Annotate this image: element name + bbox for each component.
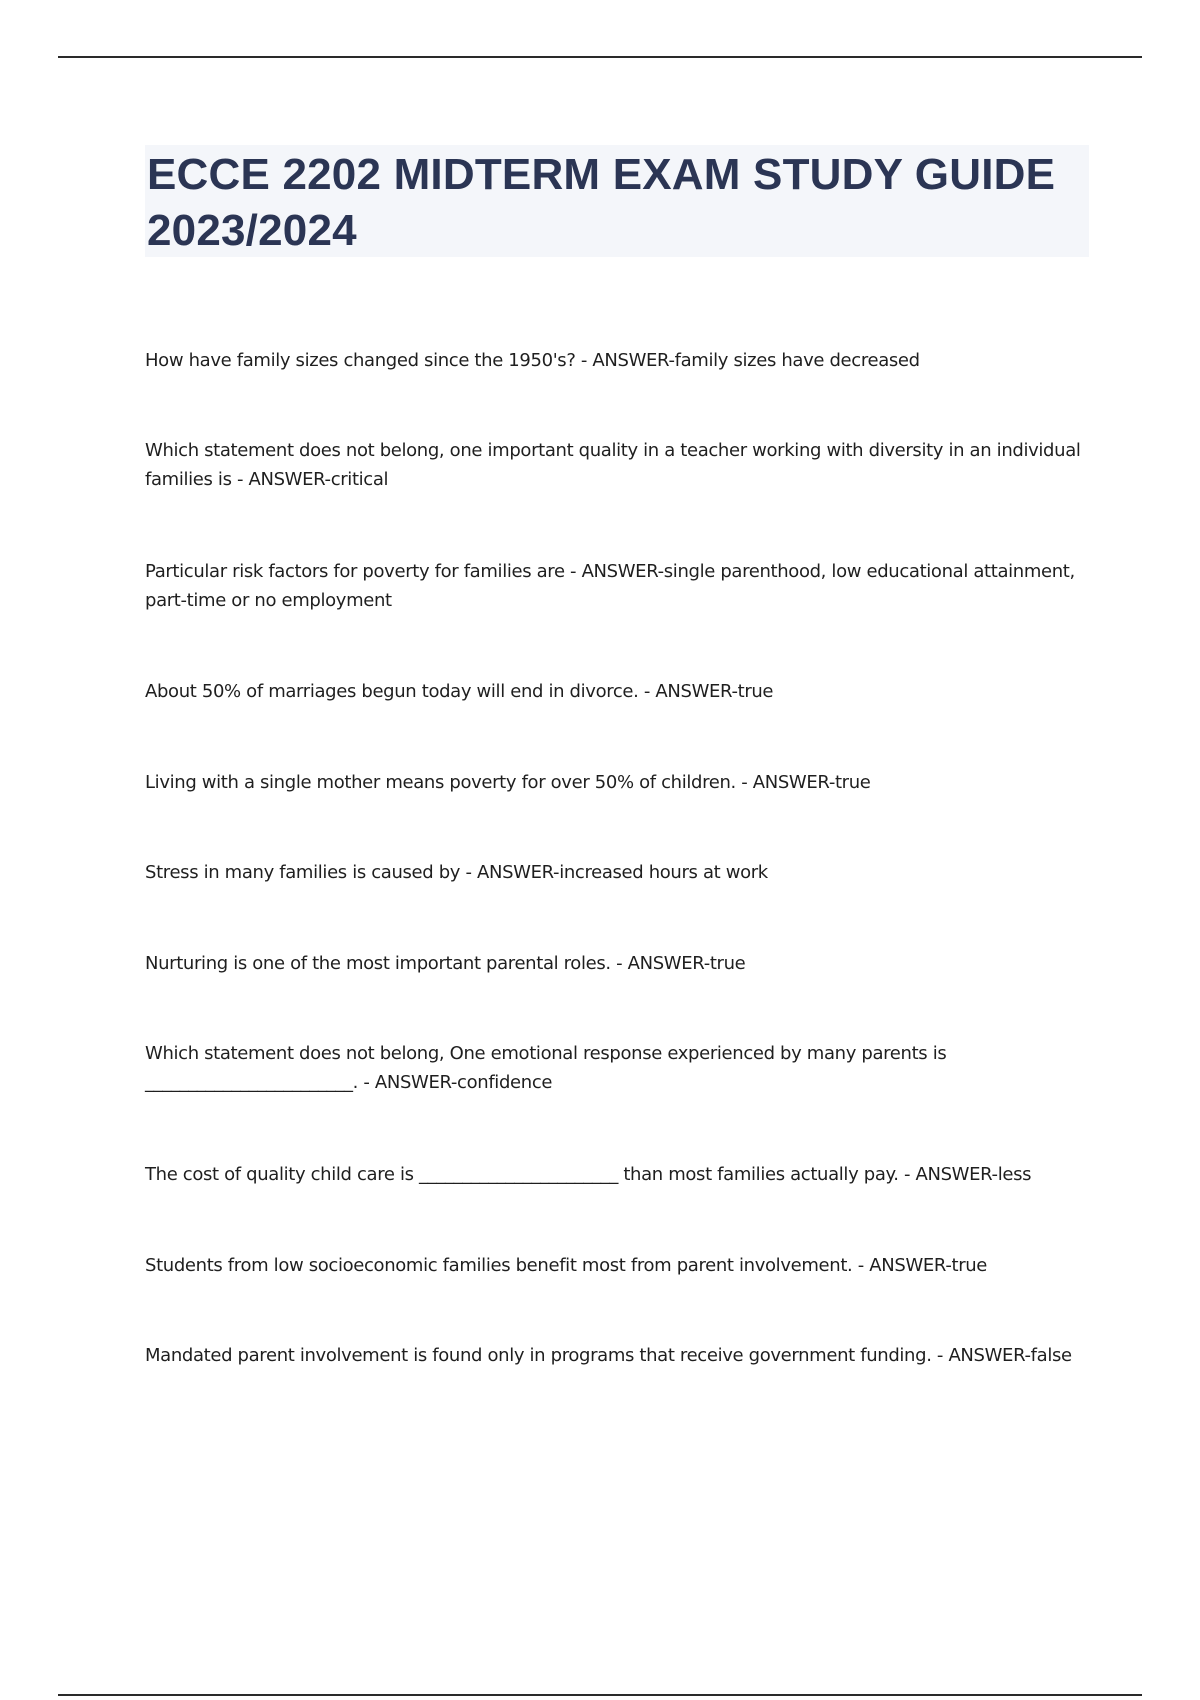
page-title: ECCE 2202 MIDTERM EXAM STUDY GUIDE 2023/2024 xyxy=(147,150,1056,255)
qa-item-3: Particular risk factors for poverty for families are - ANSWER-single parenthood, low educational attainment, part-time or no employment xyxy=(145,561,1075,611)
qa-item-4: About 50% of marriages begun today will end in divorce. - ANSWER-true xyxy=(145,681,774,702)
top-rule xyxy=(58,56,1142,58)
qa-item-5: Living with a single mother means poverty for over 50% of children. - ANSWER-true xyxy=(145,772,871,793)
qa-item-11: Mandated parent involvement is found only in programs that receive government funding. - ANSWER-false xyxy=(145,1345,1072,1366)
qa-item-1: How have family sizes changed since the 1950's? - ANSWER-family sizes have decreased xyxy=(145,350,920,371)
qa-item-2: Which statement does not belong, one important quality in a teacher working with diversity in an individual families is - ANSWER-critical xyxy=(145,440,1081,490)
bottom-rule xyxy=(58,1694,1142,1696)
title-banner xyxy=(145,145,1089,257)
qa-item-8: Which statement does not belong, One emotional response experienced by many parents is ________________________. - ANSWER-confidence xyxy=(145,1043,947,1093)
qa-item-9: The cost of quality child care is _______________________ than most families actually pay. - ANSWER-less xyxy=(145,1164,1032,1185)
qa-item-7: Nurturing is one of the most important parental roles. - ANSWER-true xyxy=(145,953,746,974)
qa-item-10: Students from low socioeconomic families benefit most from parent involvement. - ANSWER-true xyxy=(145,1255,988,1276)
qa-item-6: Stress in many families is caused by - ANSWER-increased hours at work xyxy=(145,862,768,883)
